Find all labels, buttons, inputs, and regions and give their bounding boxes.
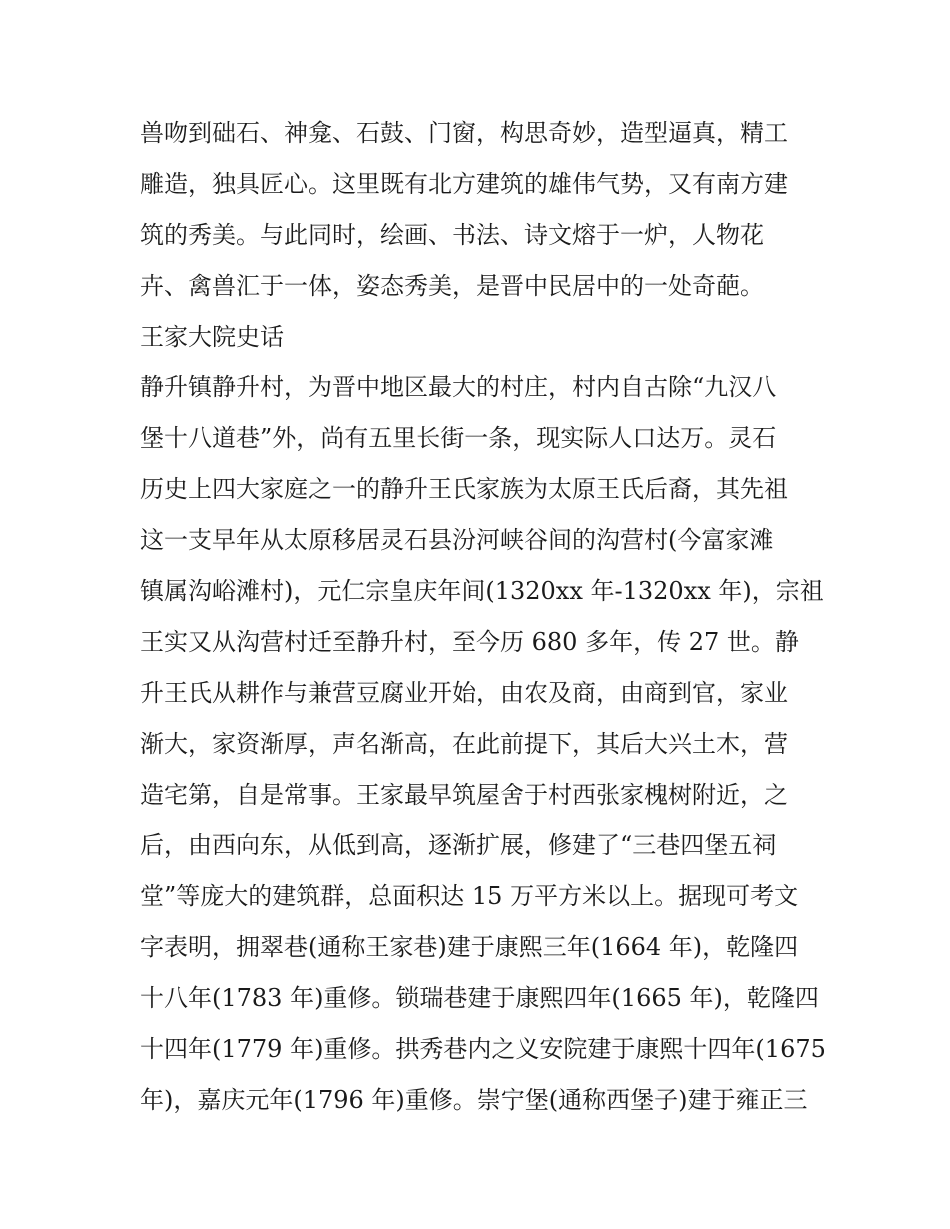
text-line: 堡十八道巷”外，尚有五里长街一条，现实际人口达万。灵石 — [140, 424, 777, 453]
text-line: 兽吻到础石、神龛、石鼓、门窗，构思奇妙，造型逼真，精工 — [140, 119, 788, 147]
text-line: 筑的秀美。与此同时，绘画、书法、诗文熔于一炉，人物花 — [140, 220, 764, 249]
text-line: 十四年(1779 年)重修。拱秀巷内之义安院建于康熙十四年(1675 — [140, 1035, 826, 1064]
text-line: 堂”等庞大的建筑群，总面积达 15 万平方米以上。据现可考文 — [140, 882, 799, 911]
text-line: 这一支早年从太原移居灵石县汾河峡谷间的沟营村(今富家滩 — [140, 526, 774, 555]
text-line: 历史上四大家庭之一的静升王氏家族为太原王氏后裔，其先祖 — [140, 475, 788, 504]
text-line: 王实又从沟营村迁至静升村，至今历 680 多年，传 27 世。静 — [140, 627, 799, 656]
text-line: 十八年(1783 年)重修。锁瑞巷建于康熙四年(1665 年)，乾隆四 — [140, 984, 819, 1013]
text-line: 静升镇静升村，为晋中地区最大的村庄，村内自古除“九汉八 — [140, 373, 777, 402]
text-line: 造宅第，自是常事。王家最早筑屋舍于村西张家槐树附近，之 — [140, 780, 788, 809]
text-line: 升王氏从耕作与兼营豆腐业开始，由农及商，由商到官，家业 — [140, 678, 788, 707]
text-line: 卉、禽兽汇于一体，姿态秀美，是晋中民居中的一处奇葩。 — [140, 271, 764, 300]
text-line: 镇属沟峪滩村)，元仁宗皇庆年间(1320xx 年-1320xx 年)，宗祖 — [140, 577, 824, 606]
text-line: 雕造，独具匠心。这里既有北方建筑的雄伟气势，又有南方建 — [140, 169, 788, 198]
text-line: 渐大，家资渐厚，声名渐高，在此前提下，其后大兴土木，营 — [140, 729, 788, 758]
text-line: 后，由西向东，从低到高，逐渐扩展，修建了“三巷四堡五祠 — [140, 831, 777, 860]
text-line: 字表明，拥翠巷(通称王家巷)建于康熙三年(1664 年)，乾隆四 — [140, 933, 799, 962]
text-line: 年)，嘉庆元年(1796 年)重修。崇宁堡(通称西堡子)建于雍正三 — [140, 1085, 808, 1114]
body-text — [140, 108, 830, 1126]
section-heading: 王家大院史话 — [140, 322, 284, 351]
